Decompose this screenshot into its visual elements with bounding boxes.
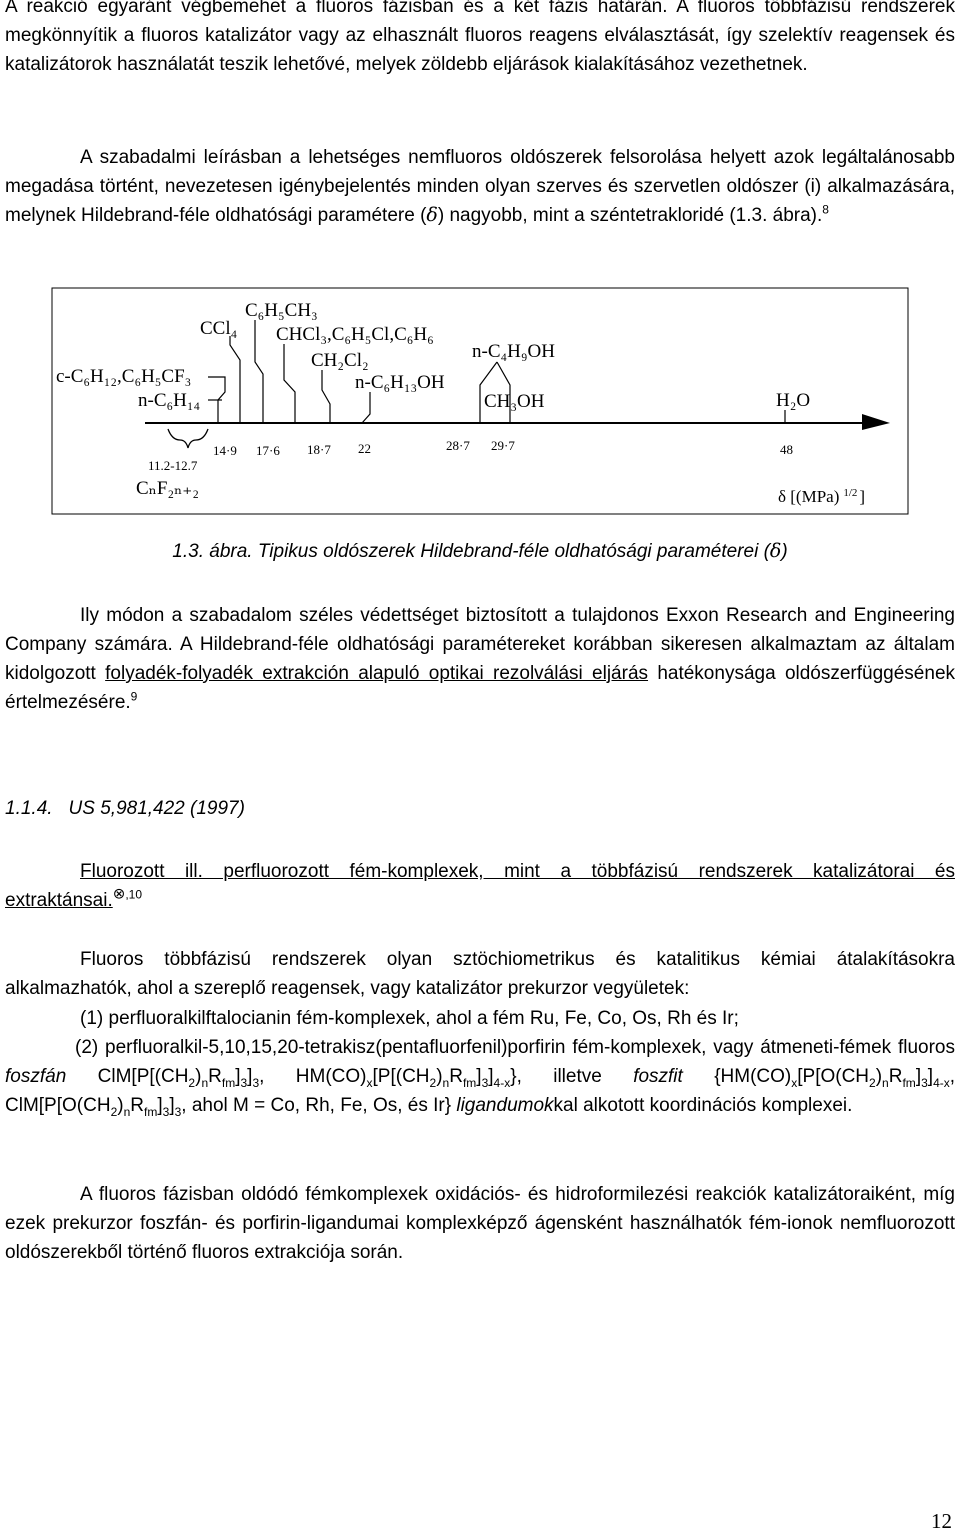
tick-28-7: 28·7 <box>446 438 470 453</box>
tick-14-9: 14·9 <box>213 443 237 458</box>
label-dichloromethane: CH₂Cl₂ <box>311 350 369 371</box>
footnote-ref-8: 8 <box>822 202 829 217</box>
figure-caption: 1.3. ábra. Tipikus oldószerek Hildebrand-féle oldhatósági paraméterei (δ) <box>172 540 788 562</box>
label-water: H₂O <box>776 390 811 411</box>
list-item-1: (1) perfluoralkilftalocianin fém-komplexek, ahol a fém Ru, Fe, Co, Os, Rh és Ir; <box>80 1008 739 1029</box>
label-cyclohexane: c-C₆H₁₂,C₆H₅CF₃ <box>56 366 192 387</box>
label-methanol: CH₃OH <box>484 391 545 412</box>
patent-title-link[interactable]: Fluorozott ill. perfluorozott fém-komplexek, mint a többfázisú rendszerek katalizátorai és extraktánsai. <box>5 861 955 911</box>
solubility-parameter-figure <box>0 280 960 520</box>
tick-22: 22 <box>358 441 371 456</box>
tick-18-7: 18·7 <box>307 442 331 457</box>
resolution-method-link[interactable]: folyadék-folyadék extrakción alapuló optikai rezolválási eljárás <box>105 663 649 684</box>
tick-17-6: 17·6 <box>256 443 280 458</box>
label-toluene: C₆H₅CH₃ <box>245 300 318 321</box>
section-heading: 1.1.4. US 5,981,422 (1997) <box>5 798 245 819</box>
patent-mark: ⊗ <box>112 885 126 903</box>
label-hexane: n-C₆H₁₄ <box>138 390 201 411</box>
paragraph-patent-scope: Ily módon a szabadalom széles védettséget biztosított a tulajdonos Exxon Research and Engineering Company számára. A Hildebrand-féle oldhatósági paramétereket korábban sikeresen alkalmaztam az általam kidolgozott folyadék-folyadék extrakción alapuló optikai rezolválási eljárás hatékonysága oldószerfüggésének értelmezésére.$^9$ <box>5 605 956 713</box>
fluorocarbon-label: CₙF₂ₙ₊₂ <box>136 478 199 499</box>
page-number: 12 <box>931 1509 952 1533</box>
patent-title <box>5 857 955 915</box>
tick-48: 48 <box>780 442 793 457</box>
para2-text2: ) nagyobb, mint a széntetrakloridé (1.3. ábra). <box>437 205 823 226</box>
delta-symbol: δ <box>426 204 438 226</box>
tick-29-7: 29·7 <box>491 438 515 453</box>
label-ccl4: CCl₄ <box>200 318 238 339</box>
paragraph-patent-description <box>5 143 955 230</box>
footnote-ref-9: 9 <box>130 689 138 704</box>
axis-label: δ [(MPa) $^{1/2}$ ] <box>778 487 866 506</box>
paragraph-applications: A fluoros fázisban oldódó fémkomplexek oxidációs- és hidroformilezési reakciók katalizátoraiként, míg ezek prekurzor foszfán- és porfirin-ligandumai komplexképző ágensként használhatók fém-ionok nemfluorozott oldószerekből történő fluoros extrakciója során. <box>5 1184 955 1263</box>
label-chloroform-group: CHCl₃,C₆H₅Cl,C₆H₆ <box>276 324 434 345</box>
label-butanol: n-C₄H₉OH <box>472 341 555 362</box>
paragraph-intro: A reakció egyaránt végbemehet a fluoros fázisban és a két fázis határán. A fluoros többfázisú rendszerek megkönnyítik a fluoros katalizátor vagy az elhasznált fluoros reagens elválasztását, így szelektív reagensek és katalizátorok használatát teszik lehetővé, melyek zöldebb eljárások kialakításához vezethetnek. <box>5 0 955 75</box>
para2-text1: A szabadalmi leírásban a lehetséges nemfluoros oldószerek felsorolása helyett azok legáltalánosabb megadása történt, nevezetesen igénybejelentés minden olyan szerves és szervetlen oldószer (i) alkalmazására, melynek Hildebrand-féle oldhatósági paramétere ( <box>5 147 955 226</box>
label-hexanol: n-C₆H₁₃OH <box>355 372 445 393</box>
fluorocarbon-range: 11.2-12.7 <box>148 458 198 473</box>
list-item-2: (2) perfluoralkil-5,10,15,20-tetrakisz(pentafluorfenil)porfirin fém-komplexek, vagy átmeneti-fémek fluoros foszfán $ClM[P[(CH_2)_nR_{fm}]_3]_3$, $HM(CO)_x[P[(CH_2)_nR_{fm}]_3]_{4-x}$}, illetve foszfit {$HM(CO)_x[P[O(CH_2)_nR_{fm}]_3]_{4-x}$, $ClM[P[O(CH_2)_nR_{fm}]_3]_3$, ahol M = Co, Rh, Fe, Os, és Ir} ligandumokkal alkotott koordinációs komplexei. <box>5 1037 956 1119</box>
paragraph-systems: Fluoros többfázisú rendszerek olyan sztöchiometrikus és katalitikus kémiai átalakításokra alkalmazhatók, ahol a szereplő reagensek, vagy katalizátor prekurzor vegyületek: <box>5 949 955 999</box>
footnote-ref-10: ,10 <box>125 887 142 902</box>
